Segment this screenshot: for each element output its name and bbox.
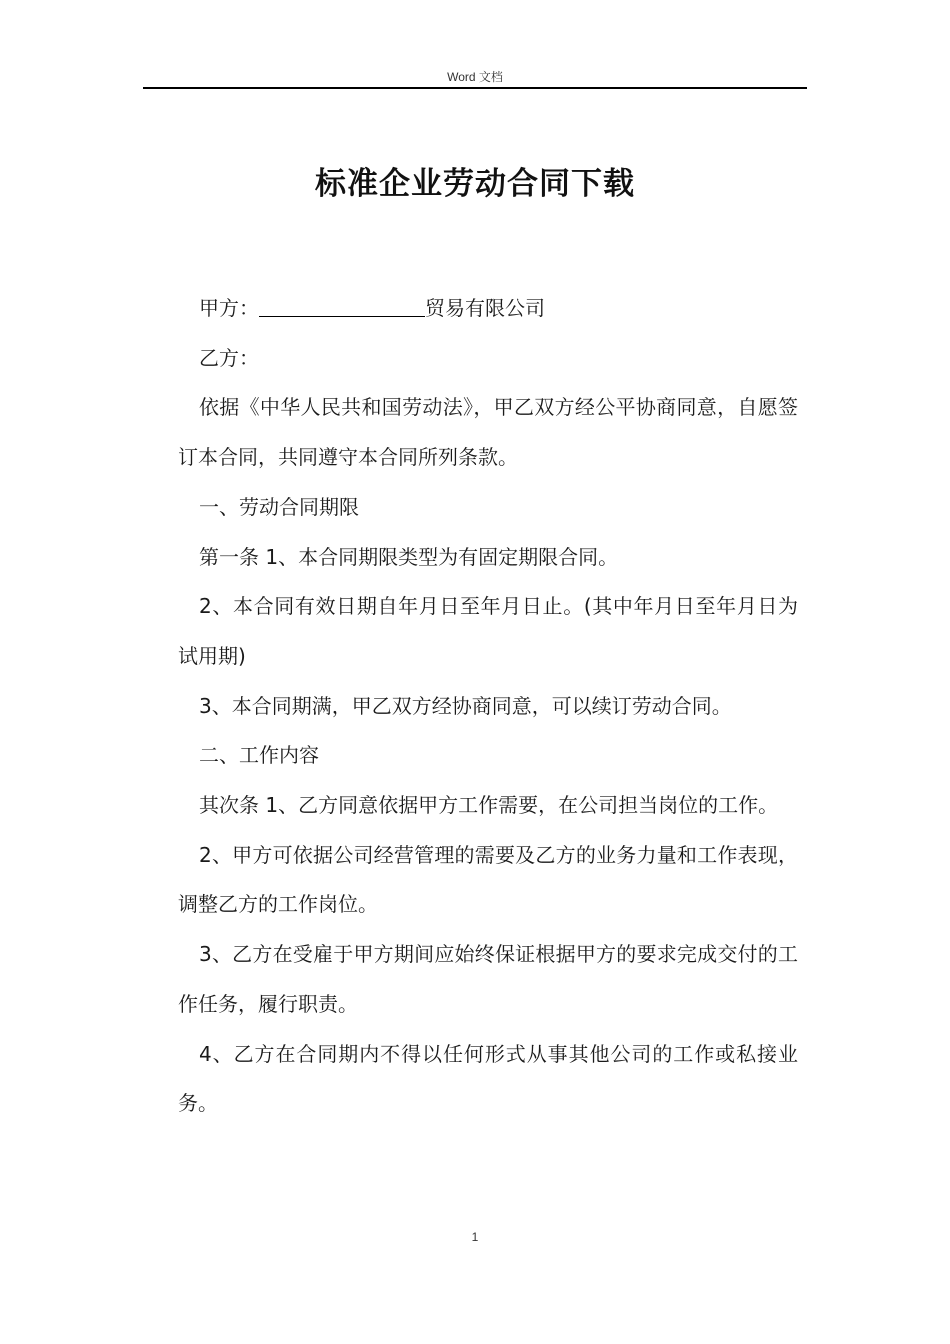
section-heading-term: 一、劳动合同期限: [199, 494, 359, 519]
document-body: [178, 284, 798, 1129]
clause-paragraph: 4、乙方在合同期内不得以任何形式从事其他公司的工作或私接业务。: [178, 1041, 798, 1116]
page-number: 1: [471, 1230, 479, 1244]
page-header-label: Word 文档: [447, 70, 503, 84]
party-a-company-suffix: 贸易有限公司: [425, 296, 545, 320]
clause-paragraph: 2、本合同有效日期自年月日至年月日止。(其中年月日至年月日为试用期): [178, 594, 798, 668]
clause-paragraph: 2、甲方可依据公司经营管理的需要及乙方的业务力量和工作表现，调整乙方的工作岗位。: [178, 842, 798, 917]
document-title: 标准企业劳动合同下载: [315, 166, 635, 202]
section-heading-work: 二、工作内容: [199, 743, 319, 768]
party-a-blank: [259, 296, 425, 317]
clause-paragraph: 第一条 1、本合同期限类型为有固定期限合同。: [199, 544, 619, 569]
party-a-line: [178, 284, 798, 334]
clause-paragraph: 3、本合同期满，甲乙双方经协商同意，可以续订劳动合同。: [199, 693, 732, 718]
clause-paragraph: 3、乙方在受雇于甲方期间应始终保证根据甲方的要求完成交付的工作任务，履行职责。: [178, 942, 798, 1016]
clause-paragraph: 其次条 1、乙方同意依据甲方工作需要，在公司担当岗位的工作。: [199, 793, 779, 818]
preamble-paragraph: 依据《中华人民共和国劳动法》，甲乙双方经公平协商同意，自愿签订本合同，共同遵守本合同所列条款。: [178, 395, 798, 470]
party-b-line: 乙方：: [199, 345, 259, 370]
header-divider: [143, 87, 807, 89]
party-a-label: 甲方：: [199, 296, 259, 320]
